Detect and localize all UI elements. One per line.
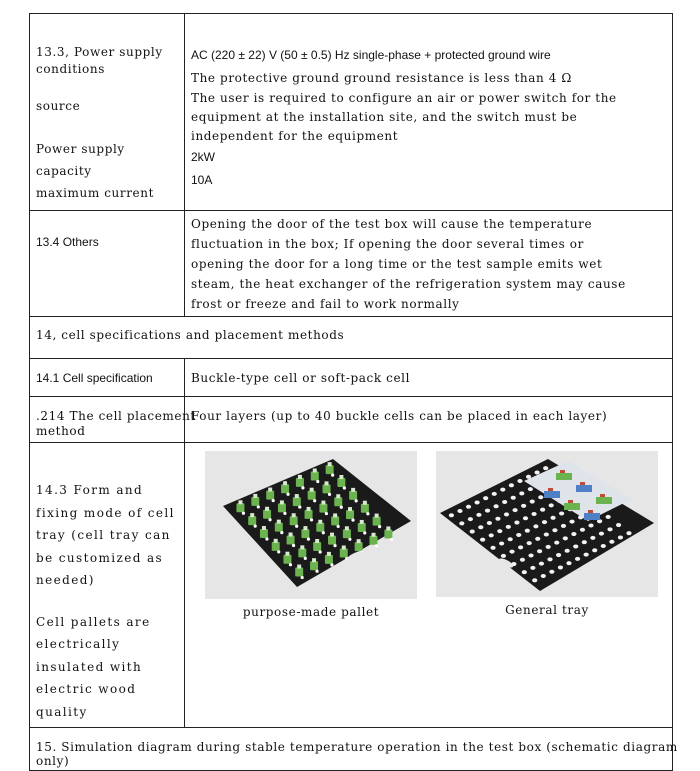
power-value-line: AC (220 ± 22) V (50 ± 0.5) Hz single-phase + protected ground wire — [191, 48, 551, 62]
row-13-3 — [30, 14, 673, 211]
row-14-2 — [30, 397, 673, 443]
row-13-4-label-cell — [30, 211, 185, 317]
cell-spec-label: 14.1 Cell specification — [36, 371, 153, 385]
tray-label-line: be customized as — [36, 550, 164, 565]
power-label-line: source — [36, 99, 81, 113]
row-14-1-value-cell — [185, 359, 673, 397]
purpose-made-pallet-image — [205, 451, 417, 599]
power-value-line: equipment at the installation site, and the switch must be — [191, 110, 578, 124]
others-text-line: steam, the heat exchanger of the refrigeration system may cause — [191, 277, 626, 291]
tray-label-line: tray (cell tray can — [36, 528, 171, 542]
row-14-1-label-cell — [30, 359, 185, 397]
row-13-3-label-cell — [30, 14, 185, 211]
power-value-line: 10A — [191, 173, 213, 187]
purpose-made-pallet-figure — [205, 451, 417, 619]
others-text-line: fluctuation in the box; If opening the door several times or — [191, 237, 584, 251]
spec-table — [29, 13, 678, 771]
placement-label-line: .214 The cell placement — [36, 409, 196, 423]
power-label-line: 13.3, Power supply — [36, 45, 163, 59]
tray-label-line: 14.3 Form and — [36, 483, 144, 497]
power-value-line: The protective ground ground resistance is less than 4 Ω — [191, 71, 572, 85]
others-text-line: Opening the door of the test box will cause the temperature — [191, 217, 593, 231]
power-label-line: conditions — [36, 62, 105, 76]
row-13-4 — [30, 211, 673, 317]
power-label-line: maximum current — [36, 186, 155, 200]
row-14-cell — [30, 317, 673, 359]
row-14-2-value-cell — [185, 397, 673, 443]
row-14-2-label-cell — [30, 397, 196, 443]
others-label: 13.4 Others — [36, 235, 99, 249]
tray-label-line: needed) — [36, 573, 95, 587]
tray-label-line: Cell pallets are — [36, 614, 151, 629]
others-text-line: opening the door for a long time or the test sample emits wet — [191, 257, 603, 271]
row-15-cell — [30, 728, 678, 771]
image-caption: General tray — [505, 603, 589, 617]
tray-label-line: electric wood — [36, 682, 137, 696]
power-value-line: 2kW — [191, 150, 215, 164]
section-15-title-line: only) — [36, 754, 70, 768]
tray-label-line: electrically — [36, 637, 121, 651]
power-label-line: Power supply capacity — [36, 142, 125, 178]
row-14-3-images-cell — [185, 443, 673, 728]
row-13-3-value-cell — [185, 14, 673, 211]
row-14-3-label-cell — [30, 443, 185, 728]
row-14-3 — [30, 443, 673, 728]
tray-label-line: insulated with — [36, 659, 143, 674]
general-tray-image — [436, 451, 658, 597]
section-14-title: 14, cell specifications and placement methods — [36, 328, 345, 342]
image-caption: purpose-made pallet — [242, 605, 380, 619]
cell-spec-value: Buckle-type cell or soft-pack cell — [191, 371, 411, 385]
power-value-line: The user is required to configure an air or power switch for the — [191, 91, 617, 105]
row-13-4-value-cell — [185, 211, 673, 317]
row-15 — [30, 728, 673, 771]
section-15-title-line: 15. Simulation diagram during stable temperature operation in the test box (schematic diagram — [36, 740, 678, 754]
others-text-line: frost or freeze and fail to work normally — [191, 297, 460, 311]
general-tray-figure — [436, 451, 658, 619]
row-14 — [30, 317, 673, 359]
tray-label-line: fixing mode of cell — [36, 505, 175, 520]
placement-label-line: method — [36, 424, 86, 438]
placement-value: Four layers (up to 40 buckle cells can be placed in each layer) — [191, 409, 608, 423]
power-value-line: independent for the equipment — [191, 129, 399, 143]
tray-label-line: quality — [36, 704, 88, 719]
row-14-1 — [30, 359, 673, 397]
